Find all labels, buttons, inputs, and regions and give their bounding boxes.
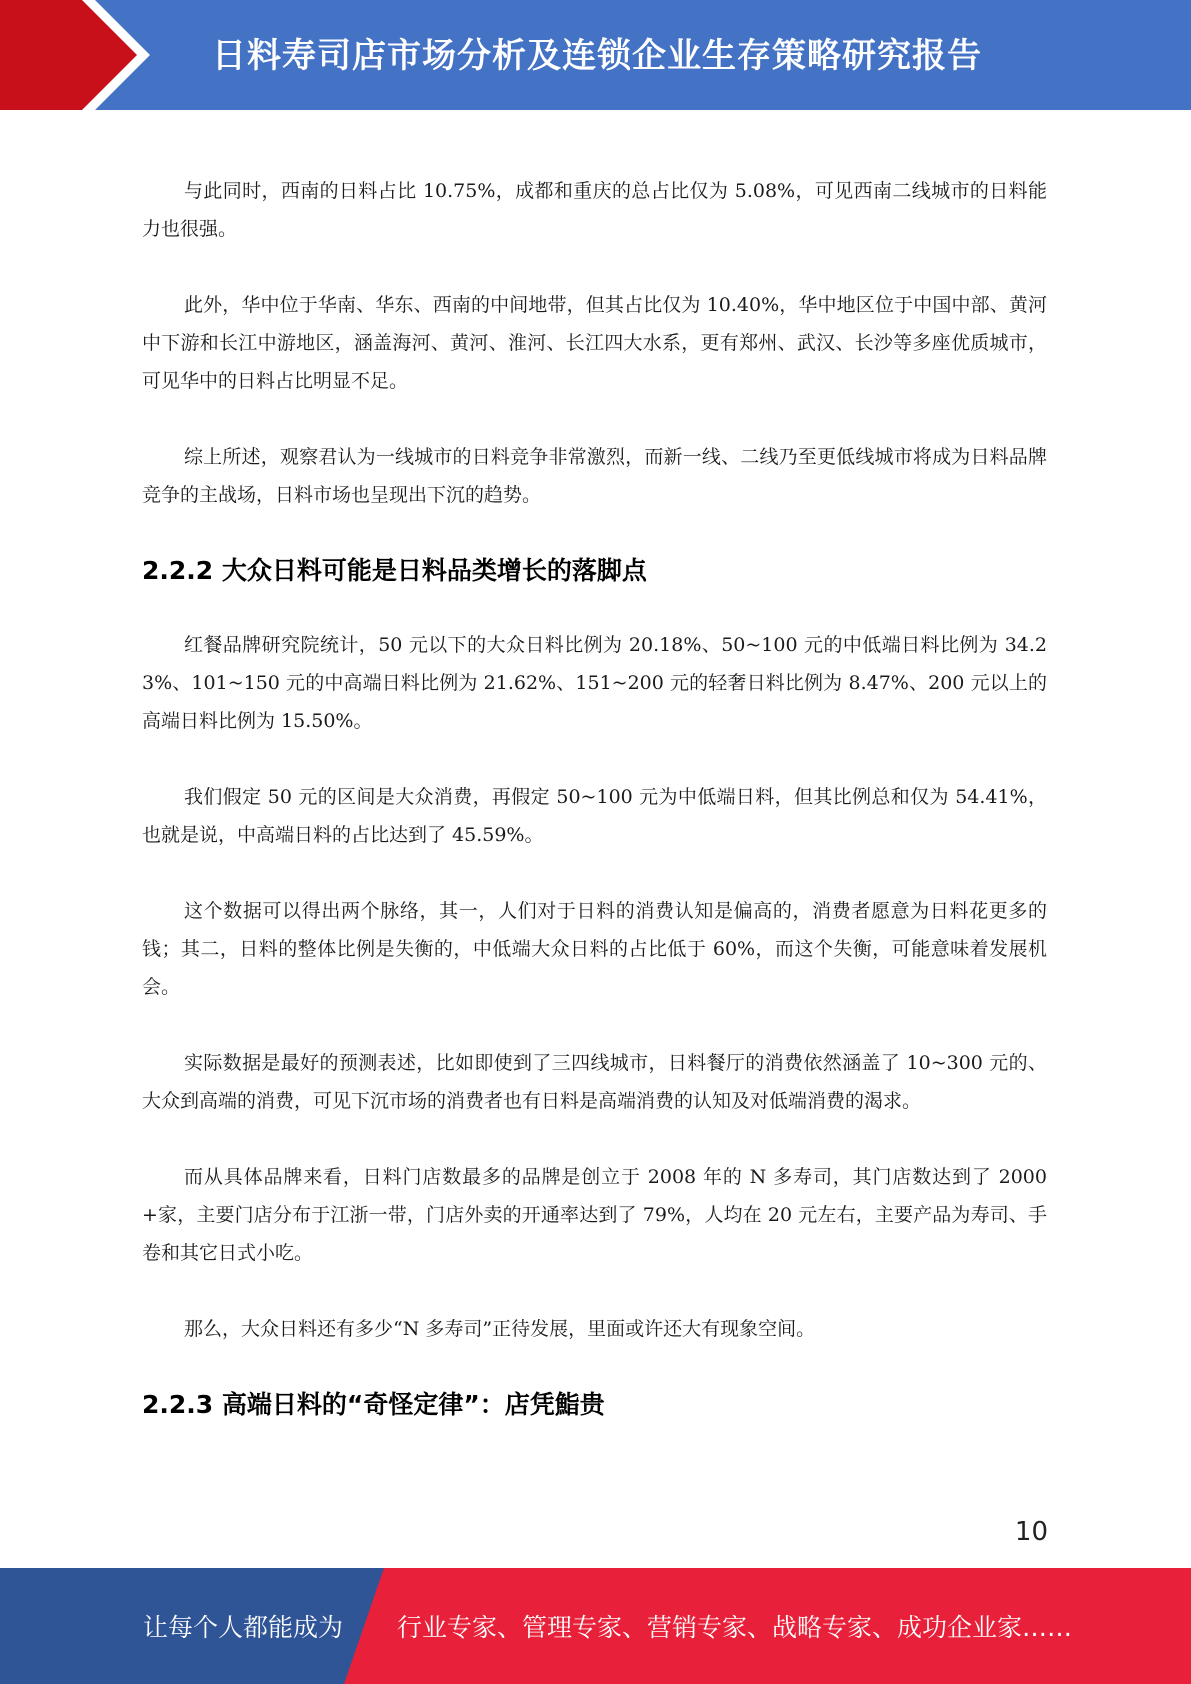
section-heading-2-2-3: 2.2.3 高端日料的“奇怪定律”：店凭鮨贵 [142, 1390, 605, 1419]
paragraph-actual-data: 实际数据是最好的预测表述，比如即使到了三四线城市，日料餐厅的消费依然涵盖了 10~300 元的、大众到高端的消费，可见下沉市场的消费者也有日料是高端消费的认知及对低端消费的渴求。 [142, 1052, 1047, 1112]
section-heading-2-2-2: 2.2.2 大众日料可能是日料品类增长的落脚点 [142, 556, 647, 585]
report-title: 日料寿司店市场分析及连锁企业生存策略研究报告 [212, 36, 982, 76]
paragraph-opportunity: 那么，大众日料还有多少“N 多寿司”正待发展，里面或许还大有现象空间。 [184, 1318, 816, 1340]
paragraph-price-ratio: 红餐品牌研究院统计，50 元以下的大众日料比例为 20.18%、50~100 元的中低端日料比例为 34.23%、101~150 元的中高端日料比例为 21.62%、151~200 元的轻奢日料比例为 8.47%、200 元以上的高端日料比例为 15.50%。 [142, 634, 1047, 732]
paragraph-two-threads: 这个数据可以得出两个脉络，其一，人们对于日料的消费认知是偏高的，消费者愿意为日料花更多的钱；其二，日料的整体比例是失衡的，中低端大众日料的占比低于 60%，而这个失衡，可能意味着发展机会。 [142, 900, 1047, 998]
header-banner [0, 0, 1191, 110]
page-number: 10 [1014, 1517, 1048, 1547]
paragraph-summary: 综上所述，观察君认为一线城市的日料竞争非常激烈，而新一线、二线乃至更低线城市将成为日料品牌竞争的主战场，日料市场也呈现出下沉的趋势。 [142, 446, 1047, 506]
paragraph-assumption: 我们假定 50 元的区间是大众消费，再假定 50~100 元为中低端日料，但其比例总和仅为 54.41%，也就是说，中高端日料的占比达到了 45.59%。 [142, 786, 1047, 846]
paragraph-central-china: 此外，华中位于华南、华东、西南的中间地带，但其占比仅为 10.40%，华中地区位于中国中部、黄河中下游和长江中游地区，涵盖海河、黄河、淮河、长江四大水系，更有郑州、武汉、长沙等多座优质城市，可见华中的日料占比明显不足。 [142, 294, 1047, 392]
footer-slogan-right: 行业专家、管理专家、营销专家、战略专家、成功企业家…… [397, 1613, 1073, 1642]
footer-slogan-left: 让每个人都能成为 [143, 1613, 344, 1642]
document-body [142, 172, 1047, 1460]
paragraph-southwest: 与此同时，西南的日料占比 10.75%，成都和重庆的总占比仅为 5.08%，可见西南二线城市的日料能力也很强。 [142, 180, 1047, 240]
footer-banner [0, 1568, 1191, 1684]
paragraph-brand: 而从具体品牌来看，日料门店数最多的品牌是创立于 2008 年的 N 多寿司，其门店数达到了 2000+家，主要门店分布于江浙一带，门店外卖的开通率达到了 79%，人均在 20 元左右，主要产品为寿司、手卷和其它日式小吃。 [142, 1166, 1047, 1264]
